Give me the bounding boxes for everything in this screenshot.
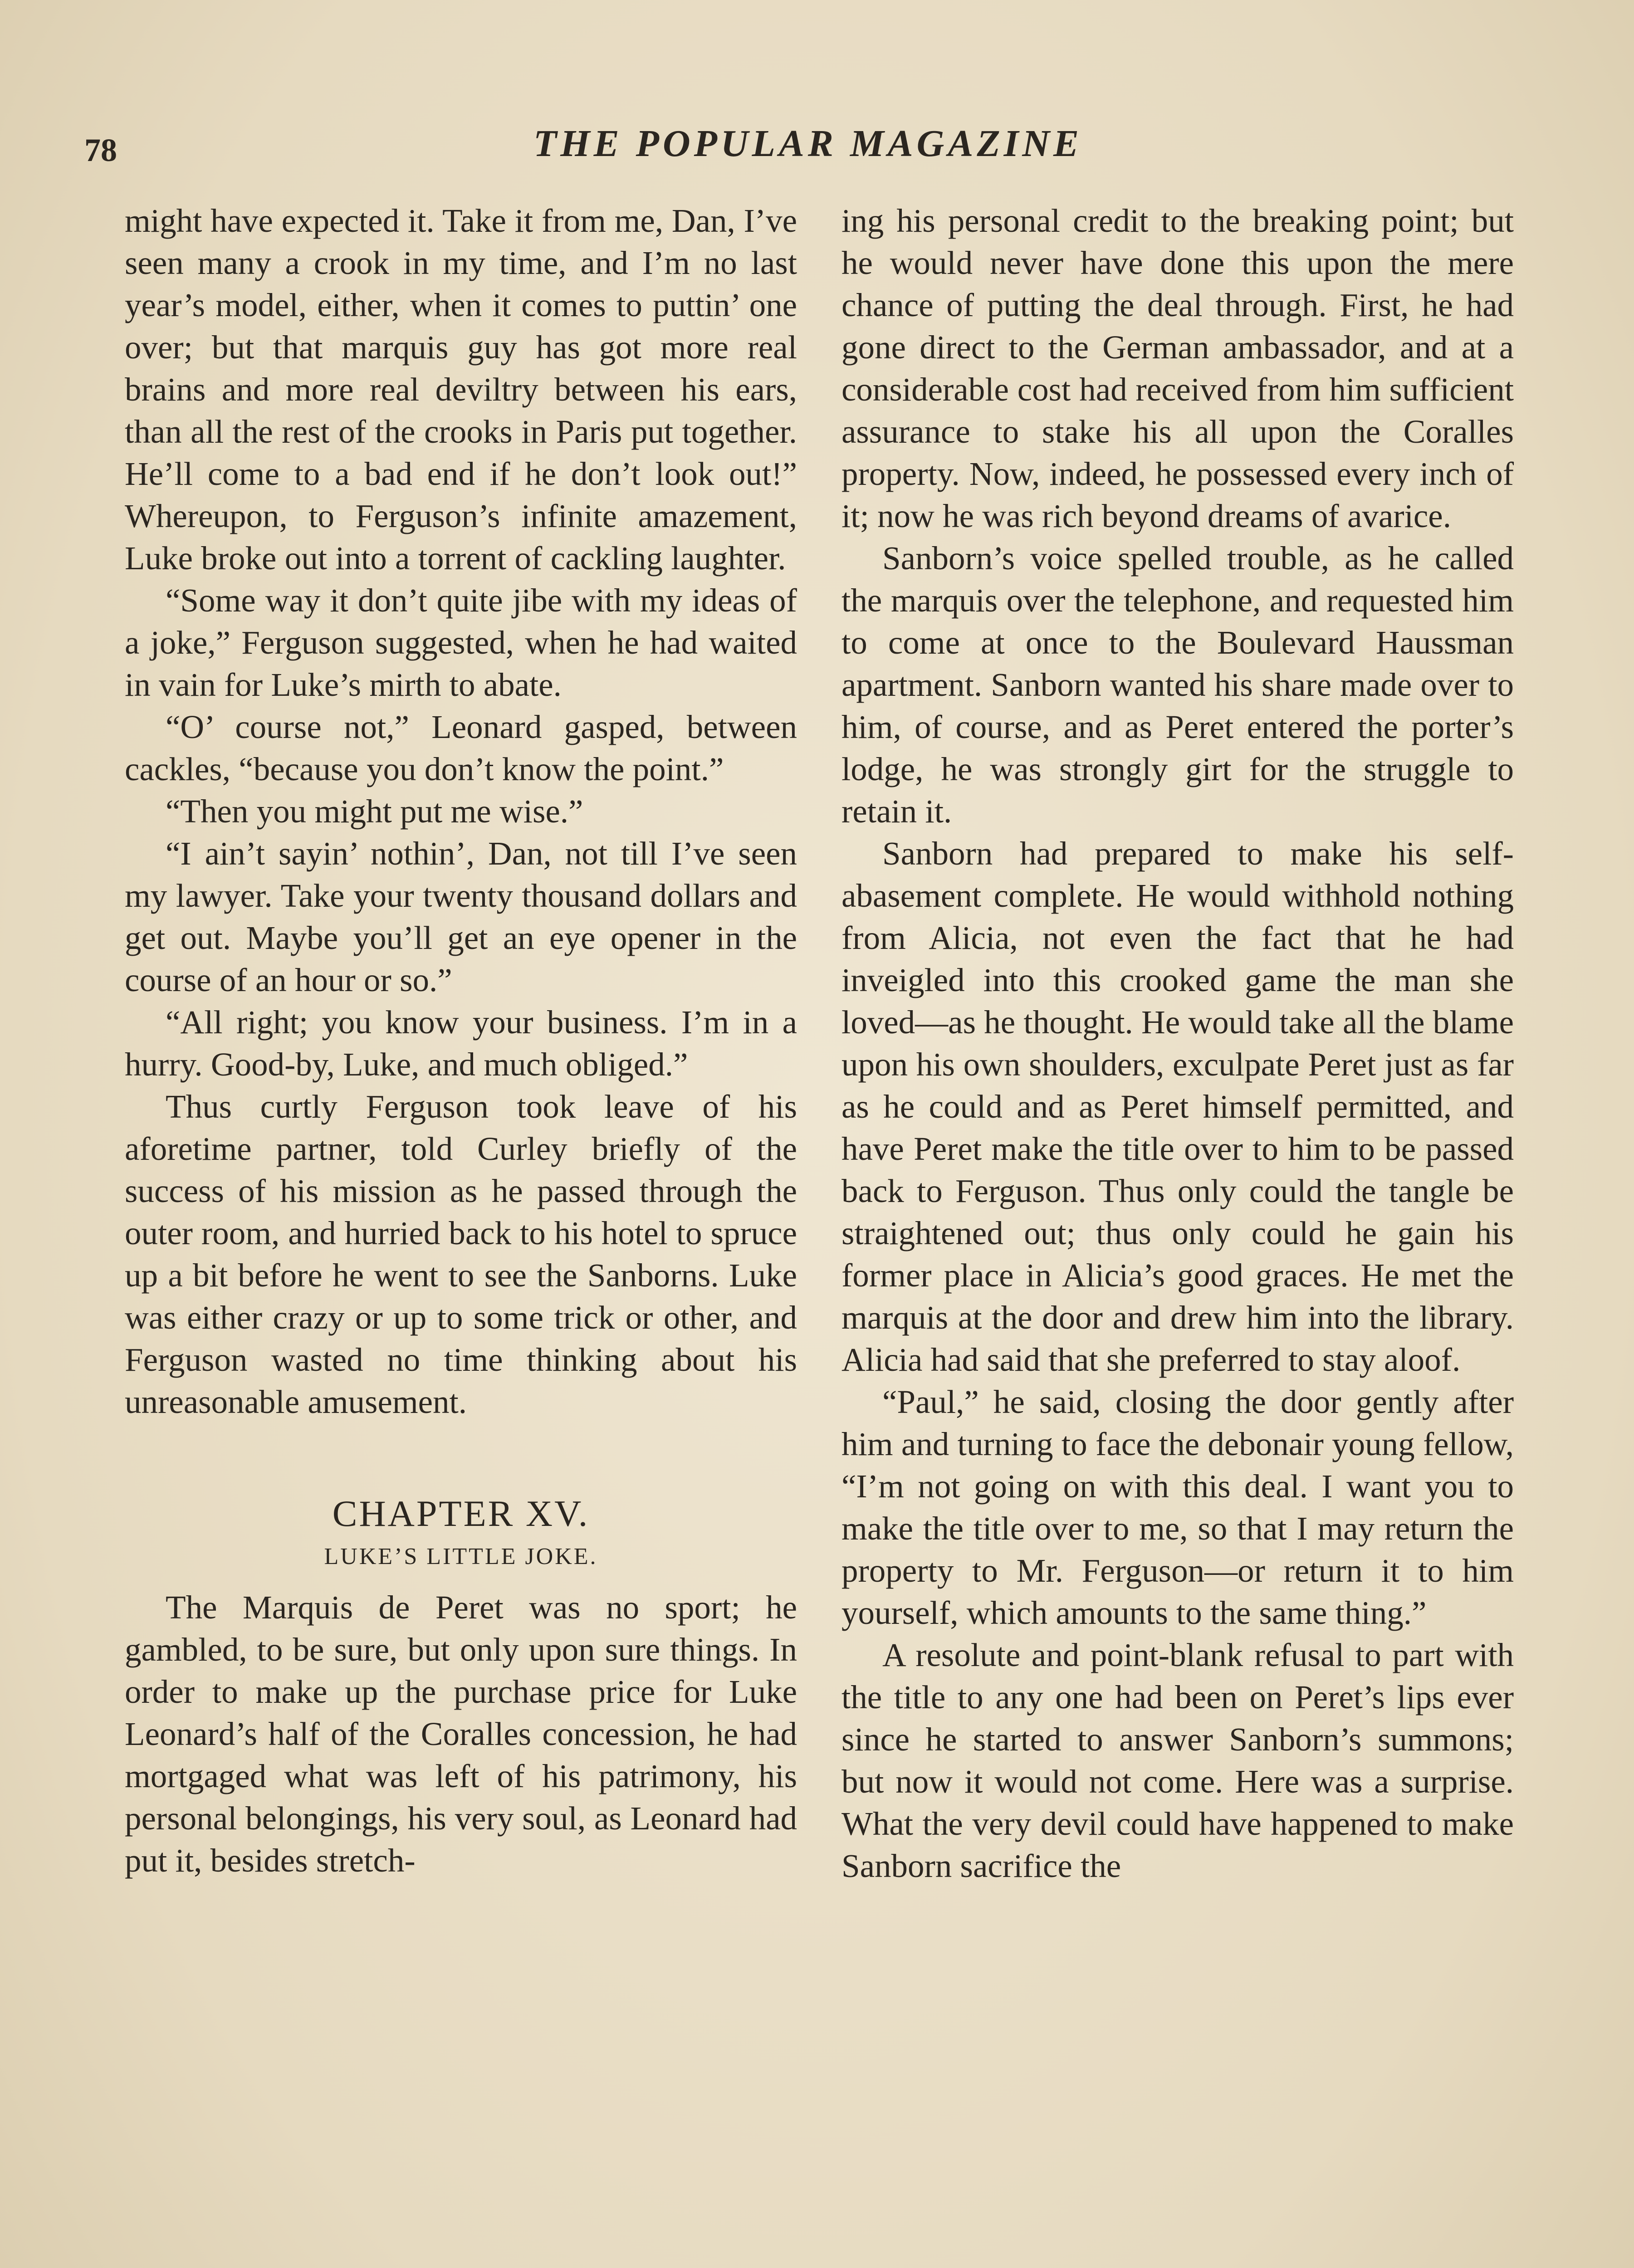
- paragraph: A resolute and point-blank refusal to part with the title to any one had been on Peret’s lips ever since he started to answer Sanborn’s summons; but now it would not come. Here was a surprise. What the very devil could have happened to make Sanborn sacrifice the: [841, 1637, 1514, 1884]
- page-number: 78: [84, 132, 117, 168]
- paragraph: “Paul,” he said, closing the door gently after him and turning to face the debonair young fellow, “I’m not going on with this deal. I want you to make the title over to me, so that I may return the property to Mr. Ferguson—or return it to him yourself, which amounts to the same thing.”: [841, 1383, 1514, 1631]
- left-column: [125, 200, 797, 1882]
- chapter-number: CHAPTER XV.: [332, 1493, 590, 1534]
- paragraph: Thus curtly Ferguson took leave of his aforetime partner, told Curley briefly of the success of his mission as he passed through the outer room, and hurried back to his hotel to spruce up a bit before he went to see the Sanborns. Luke was either crazy or up to some trick or other, and Ferguson wasted no time thinking about his unreasonable amusement.: [125, 1088, 797, 1420]
- chapter-heading: [125, 1491, 797, 1577]
- page-header: [84, 122, 1531, 176]
- paragraph: “O’ course not,” Leonard gasped, between cackles, “because you don’t know the point.”: [125, 709, 797, 787]
- paragraph: ing his personal credit to the breaking point; but he would never have done this upon the mere chance of putting the deal through. First, he had gone direct to the German ambassador, and at a considerable cost had received from him sufficient assurance to stake his all upon the Coralles property. Now, indeed, he possessed every inch of it; now he was rich beyond dreams of avarice.: [841, 202, 1514, 534]
- paragraph: Sanborn’s voice spelled trouble, as he called the marquis over the telephone, and requested him to come at once to the Boulevard Haussman apartment. Sanborn wanted his share made over to him, of course, and as Peret entered the porter’s lodge, he was strongly girt for the struggle to retain it.: [841, 540, 1514, 830]
- chapter-title: LUKE’S LITTLE JOKE.: [324, 1544, 598, 1569]
- paragraph: The Marquis de Peret was no sport; he gambled, to be sure, but only upon sure things. In order to make up the purchase price for Luke Leonard’s half of the Coralles concession, he had mortgaged what was left of his patrimony, his personal belongings, his very soul, as Leonard had put it, besides stretch-: [125, 1589, 797, 1879]
- paragraph: “I ain’t sayin’ nothin’, Dan, not till I’ve seen my lawyer. Take your twenty thousand dollars and get out. Maybe you’ll get an eye opener in the course of an hour or so.”: [125, 835, 797, 998]
- magazine-title: THE POPULAR MAGAZINE: [533, 122, 1083, 165]
- paragraph: Sanborn had prepared to make his self-abasement complete. He would withhold nothing from Alicia, not even the fact that he had inveigled into this crooked game the man she loved—as he thought. He would take all the blame upon his own shoulders, exculpate Peret just as far as he could and as Peret himself permitted, and have Peret make the title over to him to be passed back to Ferguson. Thus only could the tangle be straightened out; thus only could he gain his former place in Alicia’s good graces. He met the marquis at the door and drew him into the library. Alicia had said that she preferred to stay aloof.: [841, 835, 1514, 1378]
- paragraph: might have expected it. Take it from me, Dan, I’ve seen many a crook in my time, and I’m no last year’s model, either, when it comes to puttin’ one over; but that marquis guy has got more real brains and more real deviltry between his ears, than all the rest of the crooks in Paris put together. He’ll come to a bad end if he don’t look out!” Whereupon, to Ferguson’s infinite amazement, Luke broke out into a torrent of cackling laughter.: [125, 202, 797, 577]
- paragraph: “All right; you know your business. I’m in a hurry. Good-by, Luke, and much obliged.”: [125, 1004, 797, 1083]
- right-column: [841, 200, 1514, 1887]
- paragraph: “Some way it don’t quite jibe with my ideas of a joke,” Ferguson suggested, when he had waited in vain for Luke’s mirth to abate.: [125, 582, 797, 703]
- paragraph: “Then you might put me wise.”: [166, 793, 583, 830]
